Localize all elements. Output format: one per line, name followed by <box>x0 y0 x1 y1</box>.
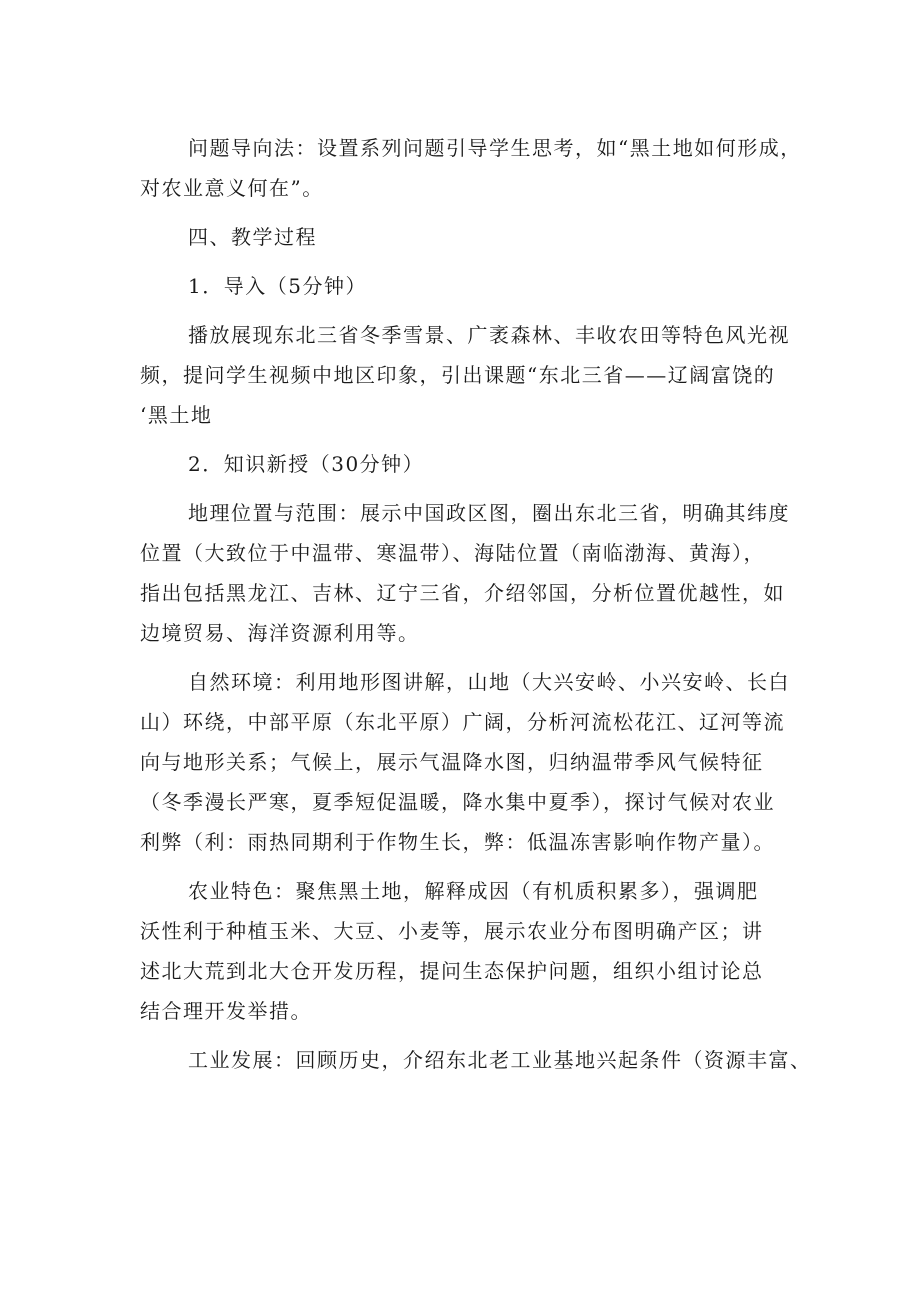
text-line: 自然环境：利用地形图讲解，山地（大兴安岭、小兴安岭、长白 <box>188 670 790 694</box>
text-line: 频，提问学生视频中地区印象，引出课题“东北三省——辽阔富饶的 <box>140 363 776 387</box>
subheading-new-knowledge: 2．知识新授（30分钟） <box>188 452 425 476</box>
text-line: 沃性利于种植玉米、大豆、小麦等，展示农业分布图明确产区；讲 <box>140 919 764 943</box>
text-line: 农业特色：聚焦黑土地，解释成因（有机质积累多），强调肥 <box>188 879 759 903</box>
text-line: （冬季漫长严寒，夏季短促温暖，降水集中夏季），探讨气候对农业 <box>140 790 775 814</box>
text-line: 山）环绕，中部平原（东北平原）广阔，分析河流松花江、辽河等流 <box>140 710 785 734</box>
text-line: 地理位置与范围：展示中国政区图，圈出东北三省，明确其纬度 <box>188 501 790 525</box>
subheading-introduction: 1．导入（5分钟） <box>188 274 367 298</box>
paragraph-agriculture <box>140 871 790 1031</box>
text-line: 指出包括黑龙江、吉林、辽宁三省，介绍邻国，分析位置优越性，如 <box>140 581 785 605</box>
text-line: 工业发展：回顾历史，介绍东北老工业基地兴起条件（资源丰富、 <box>188 1048 812 1072</box>
text-line: 问题导向法：设置系列问题引导学生思考，如“黑土地如何形成， <box>188 136 802 160</box>
text-line: 播放展现东北三省冬季雪景、广袤森林、丰收农田等特色风光视 <box>188 323 790 347</box>
paragraph-natural-environment <box>140 662 790 862</box>
paragraph-introduction <box>140 315 790 435</box>
text-line: 位置（大致位于中温带、寒温带）、海陆位置（南临渤海、黄海）， <box>140 541 765 565</box>
section-heading-teaching-process: 四、教学过程 <box>188 225 317 249</box>
paragraph-industry <box>140 1040 812 1080</box>
paragraph-location-and-extent <box>140 493 790 653</box>
text-line: ‘黑土地 <box>140 403 213 427</box>
text-line: 向与地形关系；气候上，展示气温降水图，归纳温带季风气候特征 <box>140 750 764 774</box>
paragraph-problem-oriented-method <box>140 128 802 208</box>
document-body <box>140 128 812 1080</box>
text-line: 述北大荒到北大仓开发历程，提问生态保护问题，组织小组讨论总 <box>140 959 764 983</box>
text-line: 边境贸易、海洋资源利用等。 <box>140 621 420 645</box>
text-line: 对农业意义何在”。 <box>140 176 324 200</box>
text-line: 利弊（利：雨热同期利于作物生长，弊：低温冻害影响作物产量）。 <box>140 830 775 854</box>
text-line: 结合理开发举措。 <box>140 999 312 1023</box>
